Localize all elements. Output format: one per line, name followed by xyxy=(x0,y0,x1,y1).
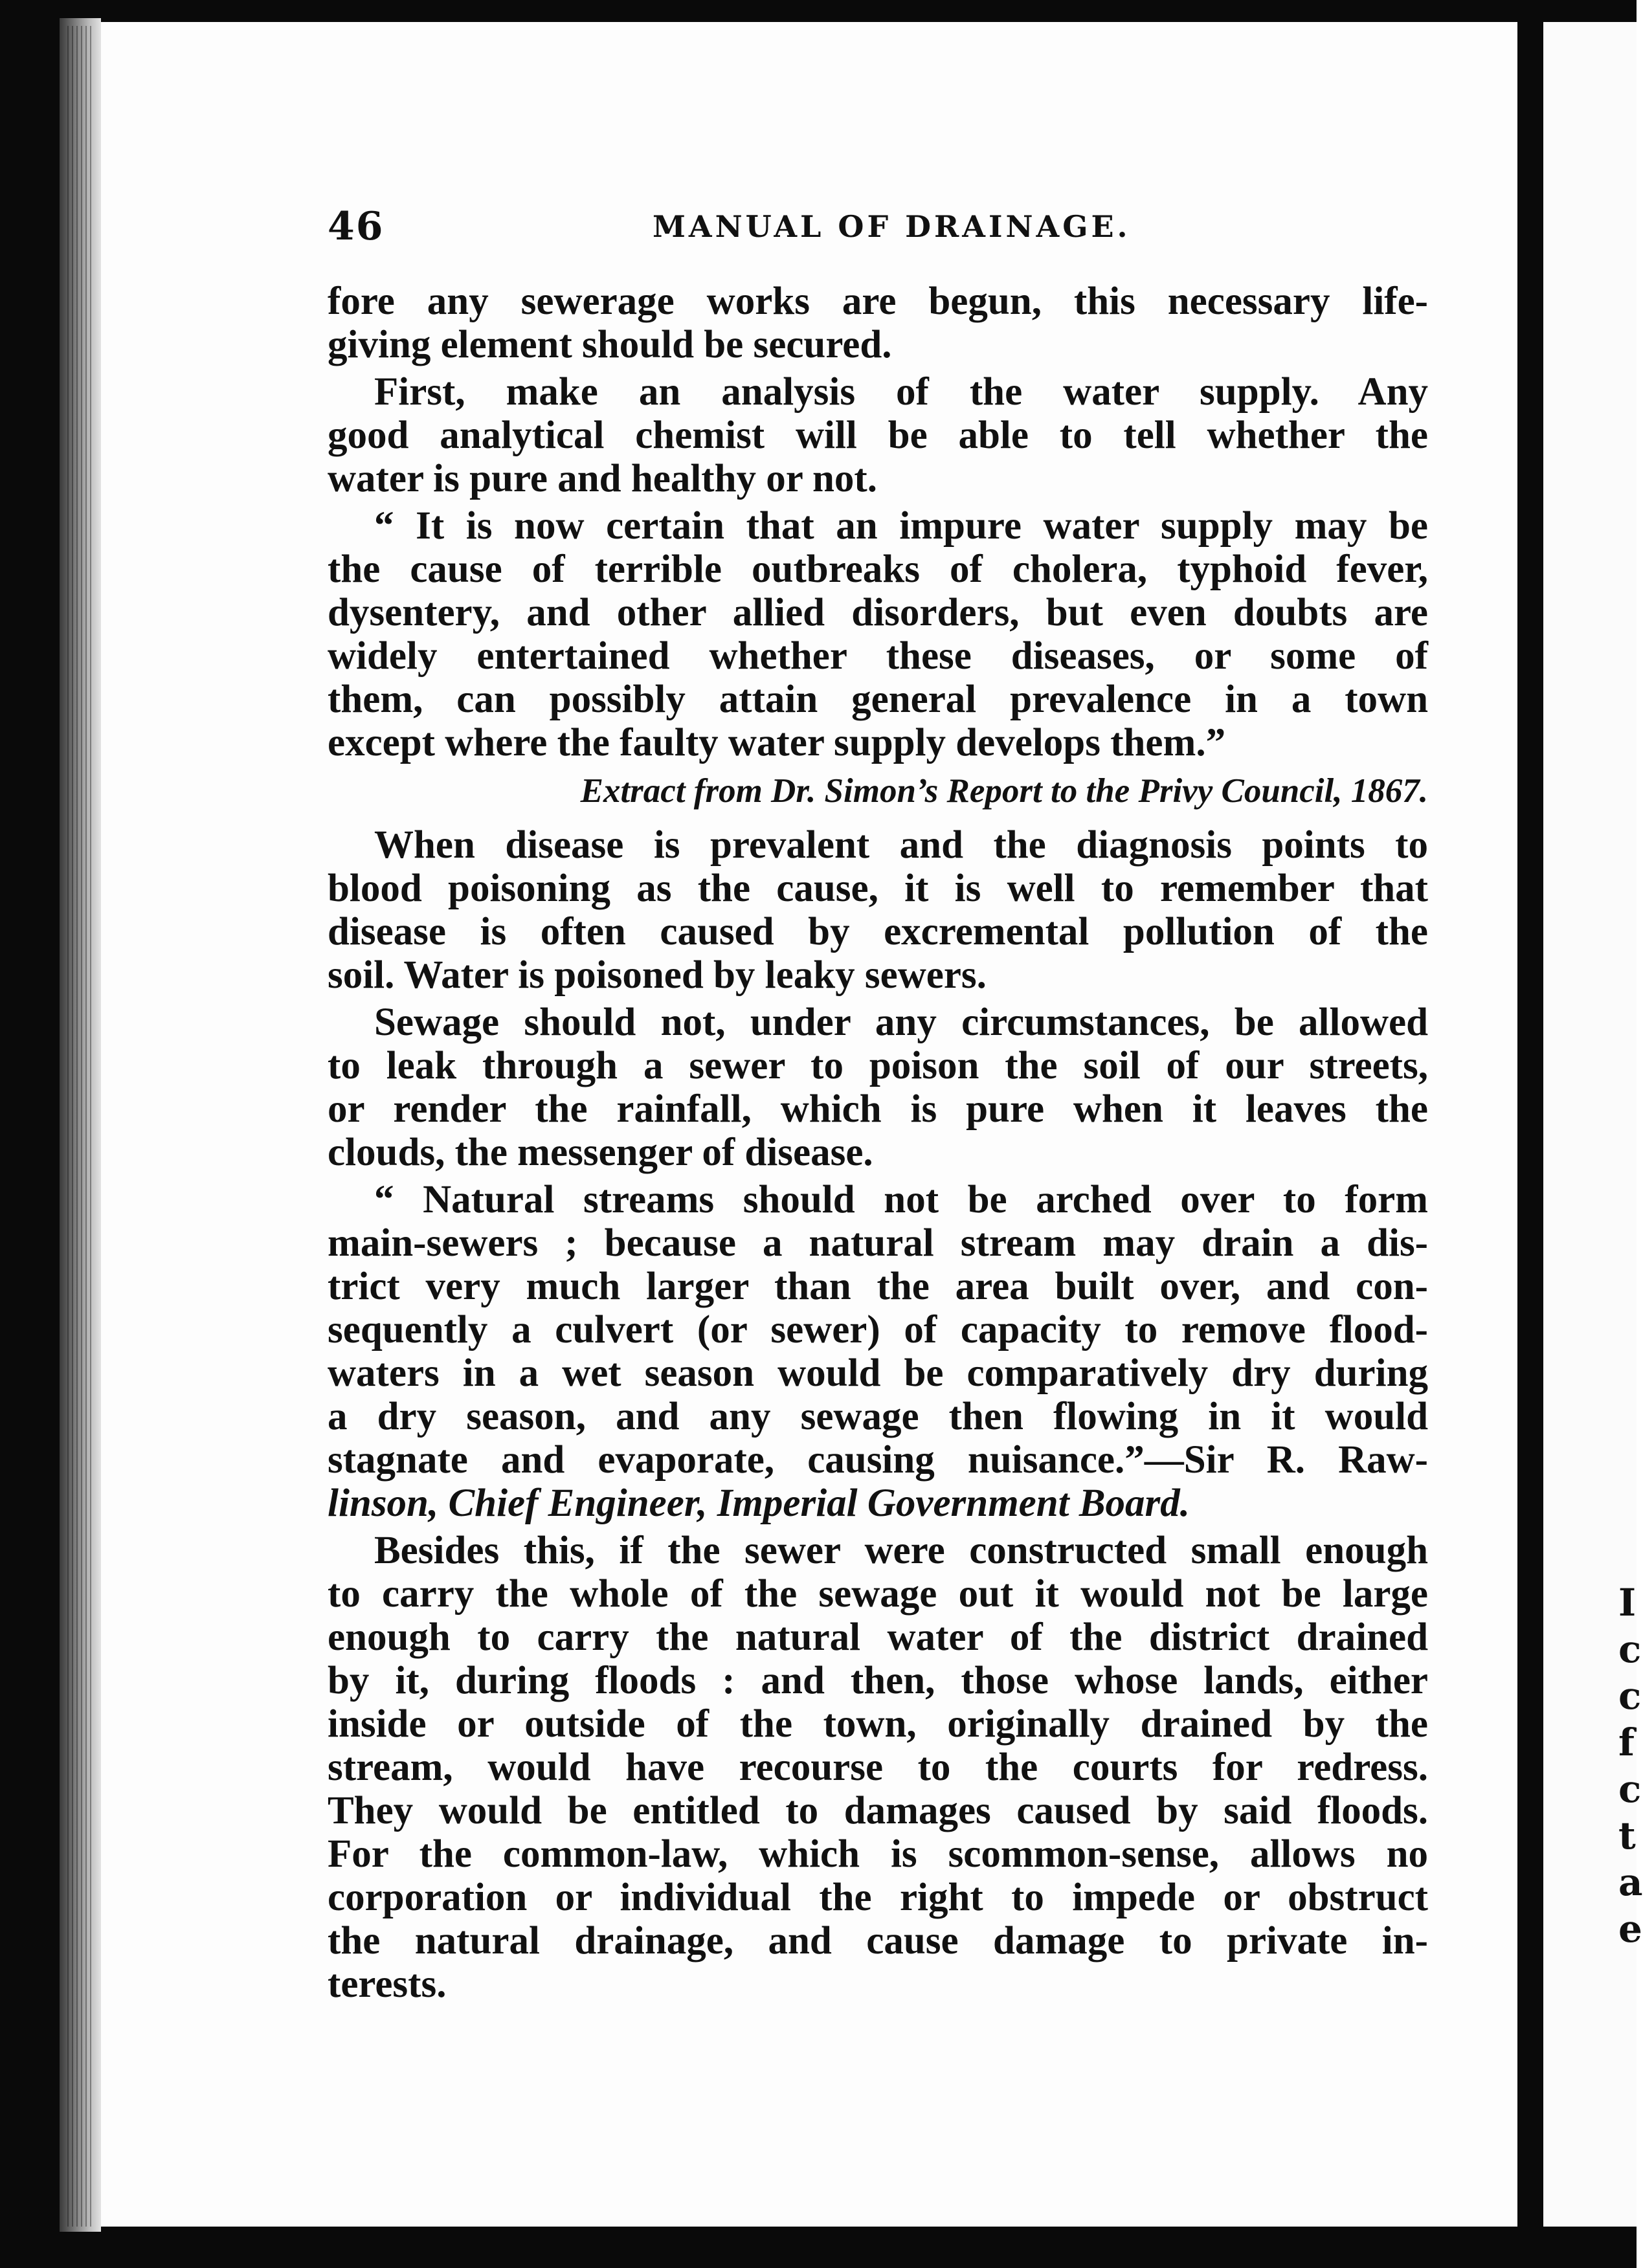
text-line: or render the rainfall, which is pure when it leaves the xyxy=(328,1087,1428,1131)
text-line: to leak through a sewer to poison the soil of our streets, xyxy=(328,1044,1428,1087)
text-line: trict very much larger than the area built over, and con- xyxy=(328,1265,1428,1308)
quotation-rawlinson xyxy=(328,1178,1428,1525)
fragment-letter: c xyxy=(1618,1627,1642,1671)
text-line: enough to carry the natural water of the district drained xyxy=(328,1616,1428,1659)
text-line: soil. Water is poisoned by leaky sewers. xyxy=(328,953,987,997)
text-line: inside or outside of the town, originally drained by the xyxy=(328,1702,1428,1746)
quotation-simon xyxy=(328,504,1428,813)
text-line: dysentery, and other allied disorders, but even doubts are xyxy=(328,591,1428,634)
text-line: They would be entitled to damages caused by said floods. xyxy=(328,1789,1428,1832)
page-edges xyxy=(67,26,93,2227)
paragraph-7 xyxy=(328,1529,1428,2006)
paragraph-5 xyxy=(328,1001,1428,1174)
fragment-letter: e xyxy=(1618,1907,1642,1951)
scan-border-bottom xyxy=(0,2227,1637,2268)
text-line: waters in a wet season would be comparatively dry during xyxy=(328,1351,1428,1395)
text-line: clouds, the messenger of disease. xyxy=(328,1131,873,1174)
page-gutter xyxy=(1517,0,1543,2268)
text-line: by it, during floods : and then, those whose lands, either xyxy=(328,1659,1428,1702)
text-line: terests. xyxy=(328,1962,447,2006)
paragraph-1 xyxy=(328,280,1428,366)
text-line: them, can possibly attain general prevalence in a town xyxy=(328,678,1428,721)
fragment-letter: c xyxy=(1618,1674,1642,1718)
text-line: giving element should be secured. xyxy=(328,323,892,366)
fragment-letter: t xyxy=(1618,1814,1636,1858)
text-line: blood poisoning as the cause, it is well to remember that xyxy=(328,867,1428,910)
text-line: a dry season, and any sewage then flowing in it would xyxy=(328,1395,1428,1438)
text-line: Sewage should not, under any circumstances, be allowed xyxy=(374,1001,1428,1044)
text-line: widely entertained whether these diseases, or some of xyxy=(328,634,1428,678)
page-number: 46 xyxy=(328,204,385,249)
text-line: good analytical chemist will be able to tell whether the xyxy=(328,414,1428,457)
text-line: First, make an analysis of the water supply. Any xyxy=(374,370,1428,414)
text-line: linson, Chief Engineer, Imperial Government Board. xyxy=(328,1482,1190,1525)
page-body xyxy=(328,280,1428,2006)
text-line: except where the faulty water supply develops them.” xyxy=(328,721,1226,764)
text-line: fore any sewerage works are begun, this necessary life- xyxy=(328,280,1428,323)
text-line: For the common-law, which is scommon-sense, allows no xyxy=(328,1832,1428,1876)
text-line: the natural drainage, and cause damage to private in- xyxy=(328,1919,1428,1962)
text-line: Besides this, if the sewer were constructed small enough xyxy=(374,1529,1428,1572)
fragment-letter: I xyxy=(1618,1581,1637,1625)
text-line: corporation or individual the right to impede or obstruct xyxy=(328,1876,1428,1919)
text-line: “ It is now certain that an impure water supply may be xyxy=(374,504,1428,548)
text-line: water is pure and healthy or not. xyxy=(328,457,877,500)
fragment-letter: f xyxy=(1618,1720,1635,1764)
text-line: stream, would have recourse to the courts for redress. xyxy=(328,1746,1428,1789)
text-line: the cause of terrible outbreaks of cholera, typhoid fever, xyxy=(328,548,1428,591)
text-line: When disease is prevalent and the diagnosis points to xyxy=(374,823,1428,867)
text-line: “ Natural streams should not be arched over to form xyxy=(374,1178,1428,1221)
text-line: sequently a culvert (or sewer) of capacity to remove flood- xyxy=(328,1308,1428,1351)
text-line: to carry the whole of the sewage out it would not be large xyxy=(328,1572,1428,1616)
page-header xyxy=(328,204,1415,256)
fragment-letter: c xyxy=(1618,1767,1642,1811)
text-line: disease is often caused by excremental pollution of the xyxy=(328,910,1428,953)
next-page-fragment xyxy=(1618,1579,1643,1952)
paragraph-4 xyxy=(328,823,1428,997)
paragraph-2 xyxy=(328,370,1428,500)
text-line: main-sewers ; because a natural stream may drain a dis- xyxy=(328,1221,1428,1265)
running-head: MANUAL OF DRAINAGE. xyxy=(653,209,1131,244)
quotation-citation: Extract from Dr. Simon’s Report to the Privy Council, 1867. xyxy=(580,772,1428,810)
text-line: stagnate and evaporate, causing nuisance.”—Sir R. Raw- xyxy=(328,1438,1428,1482)
scan-border-left xyxy=(0,0,60,2268)
fragment-letter: a xyxy=(1618,1860,1643,1904)
scan-border-top xyxy=(0,0,1637,22)
